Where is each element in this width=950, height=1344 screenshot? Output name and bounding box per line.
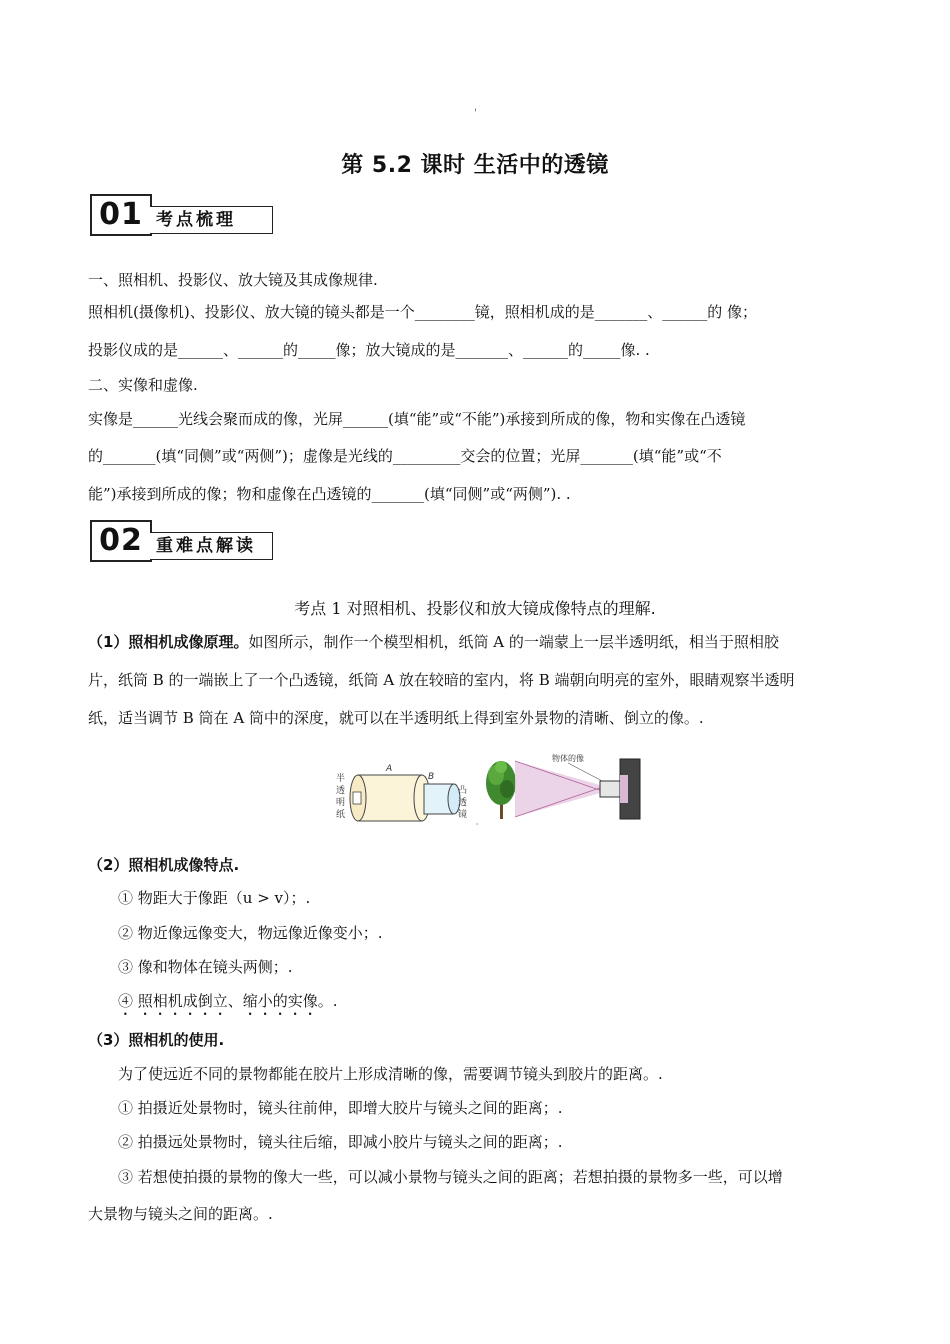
tube-a — [350, 775, 430, 821]
list-item: ① 拍摄近处景物时，镜头往前伸，即增大胶片与镜头之间的距离；. — [118, 1099, 563, 1117]
list-item: ④ 照相机成倒立、缩小的实像。. — [118, 992, 338, 1010]
label-image: 物体的像 — [552, 754, 584, 763]
text-line: 能”)承接到所成的像；物和虚像在凸透镜的_______(填“同侧”或“两侧”). . — [88, 485, 571, 503]
label-paper-1: 半 — [336, 774, 346, 784]
label-paper-3: 明 — [336, 798, 346, 808]
paragraph-line: 纸，适当调节 B 筒在 A 筒中的深度，就可以在半透明纸上得到室外景物的清晰、倒立的像。. — [88, 709, 704, 727]
label-lens-1: 凸 — [458, 786, 468, 796]
list-item: ② 拍摄远处景物时，镜头往后缩，即减小胶片与镜头之间的距离；. — [118, 1133, 563, 1151]
label-lens-2: 透 — [458, 798, 468, 808]
section-label: 考点梳理 — [150, 206, 273, 234]
subsection-title: （3）照相机的使用. — [88, 1031, 225, 1049]
tube-b — [424, 784, 460, 814]
paragraph-line — [88, 632, 868, 652]
section-badge-01 — [90, 194, 272, 238]
subsection-title: （2）照相机成像特点. — [88, 856, 240, 874]
paragraph-lead: （1）照相机成像原理。 — [88, 633, 249, 651]
text-line: 实像是______光线会聚而成的像，光屏______(填“能”或“不能”)承接到所成的像，物和实像在凸透镜 — [88, 410, 746, 428]
light-rays — [515, 761, 600, 817]
paragraph-line: 片，纸筒 B 的一端嵌上了一个凸透镜，纸筒 A 放在较暗的室内，将 B 端朝向明亮的室外，眼睛观察半透明 — [88, 671, 795, 689]
section-number: 02 — [90, 520, 152, 562]
paragraph-line: 为了使远近不同的景物都能在胶片上形成清晰的像，需要调节镜头到胶片的距离。. — [118, 1065, 663, 1083]
section-number: 01 — [90, 194, 152, 236]
text-line: 照相机(摄像机)、投影仪、放大镜的镜头都是一个________镜，照相机成的是_______、______的 像； — [88, 303, 757, 321]
section-badge-02 — [90, 520, 272, 564]
header-mark: ' — [474, 108, 477, 119]
page-title: 第 5.2 课时 生活中的透镜 — [341, 153, 609, 178]
label-lens-3: 镜 — [458, 810, 468, 820]
paragraph-line: 大景物与镜头之间的距离。. — [88, 1205, 273, 1223]
label-b: B — [428, 772, 435, 782]
camera-figure — [330, 745, 650, 835]
list-item: ③ 若想使拍摄的景物的像大一些，可以减小景物与镜头之间的距离；若想拍摄的景物多一些，可以增 — [118, 1168, 783, 1186]
text-line: 的_______(填“同侧”或“两侧”)；虚像是光线的_________交会的位置；光屏_______(填“能”或“不 — [88, 447, 722, 465]
list-item: ③ 像和物体在镜头两侧；. — [118, 958, 293, 976]
heading-line: 一、照相机、投影仪、放大镜及其成像规律. — [88, 271, 378, 289]
key-point-title: 考点 1 对照相机、投影仪和放大镜成像特点的理解. — [294, 599, 656, 618]
label-a: A — [386, 764, 393, 774]
text-line: 投影仪成的是______、______的_____像；放大镜成的是_______、______的_____像. . — [88, 341, 650, 359]
heading-line: 二、实像和虚像. — [88, 376, 198, 394]
paragraph-text: 如图所示，制作一个模型相机，纸筒 A 的一端蒙上一层半透明纸，相当于照相胶 — [248, 633, 779, 651]
list-item: ① 物距大于像距（u > v）；. — [118, 889, 311, 907]
tree-icon — [486, 761, 516, 819]
list-item: ② 物近像远像变大，物远像近像变小；. — [118, 924, 383, 942]
label-paper-2: 透 — [336, 786, 346, 796]
section-label: 重难点解读 — [150, 532, 273, 560]
camera-icon — [600, 759, 640, 819]
label-paper-4: 纸 — [336, 810, 346, 820]
svg-text:': ' — [476, 822, 479, 831]
